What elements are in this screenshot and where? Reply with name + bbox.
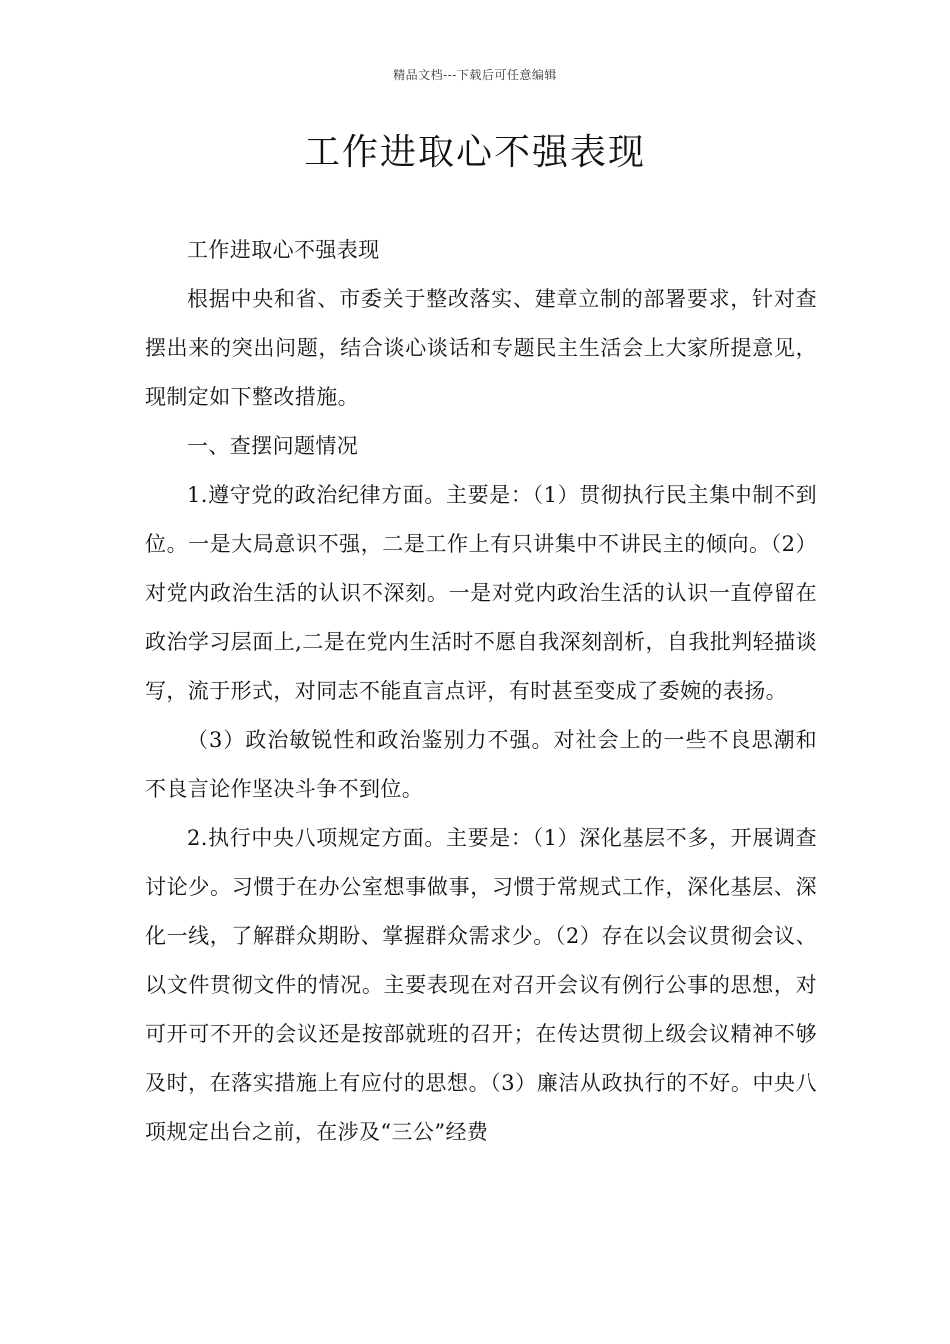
paragraph-intro: 根据中央和省、市委关于整改落实、建章立制的部署要求，针对查摆出来的突出问题，结合谈心谈话和专题民主生活会上大家所提意见，现制定如下整改措施。 [145, 287, 817, 409]
header-note: 精品文档---下载后可任意编辑 [393, 68, 557, 82]
paragraph-item-2: 2.执行中央八项规定方面。主要是：（1）深化基层不多，开展调查讨论少。习惯于在办公室想事做事，习惯于常规式工作，深化基层、深化一线，了解群众期盼、掌握群众需求少。（2）存在以会议贯彻会议、以文件贯彻文件的情况。主要表现在对召开会议有例行公事的思想，对可开可不开的会议还是按部就班的召开；在传达贯彻上级会议精神不够及时，在落实措施上有应付的思想。（3）廉洁从政执行的不好。中央八项规定出台之前，在涉及“三公”经费 [145, 826, 817, 1144]
paragraph-subtitle: 工作进取心不强表现 [187, 238, 380, 262]
document-body [145, 226, 817, 1157]
paragraph-item-1: 1.遵守党的政治纪律方面。主要是：（1）贯彻执行民主集中制不到位。一是大局意识不强，二是工作上有只讲集中不讲民主的倾向。（2）对党内政治生活的认识不深刻。一是对党内政治生活的认识一直停留在政治学习层面上,二是在党内生活时不愿自我深刻剖析，自我批判轻描谈写，流于形式，对同志不能直言点评，有时甚至变成了委婉的表扬。 [145, 483, 817, 703]
document-title: 工作进取心不强表现 [303, 132, 646, 173]
section-heading: 一、查摆问题情况 [187, 434, 359, 458]
paragraph-item-1-3: （3）政治敏锐性和政治鉴别力不强。对社会上的一些不良思潮和不良言论作坚决斗争不到位。 [145, 728, 817, 801]
